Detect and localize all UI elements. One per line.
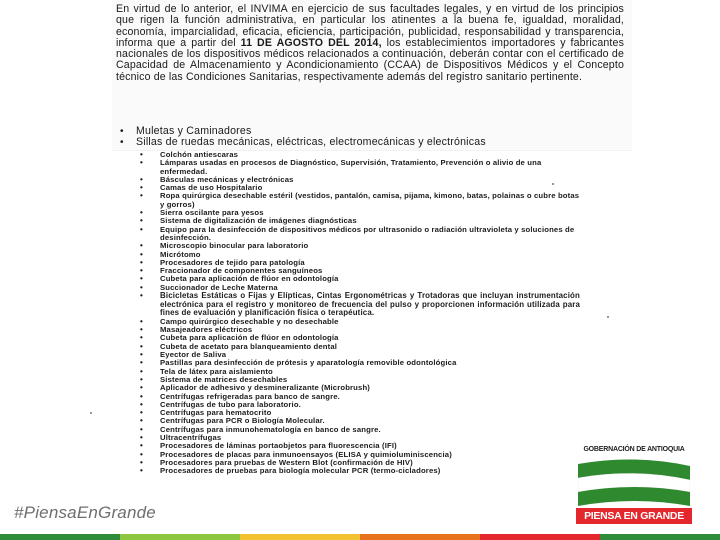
scanned-document <box>112 0 632 476</box>
scan-speck <box>552 183 554 185</box>
list-item: • Masajeadores eléctricos <box>138 326 580 334</box>
scan-speck <box>607 316 609 318</box>
list-item: • Procesadores de láminas portaobjetos para fluorescencia (IFI) <box>138 442 580 450</box>
list-item: • Centrífugas para PCR o Biología Molecular. <box>138 417 580 425</box>
gobernacion-logo <box>574 446 694 526</box>
list-item: • Centrífugas refrigeradas para banco de sangre. <box>138 393 580 401</box>
list-item: • Aplicador de adhesivo y desmineralizante (Microbrush) <box>138 384 580 392</box>
list-item: • Camas de uso Hospitalario <box>138 184 580 192</box>
color-stripe-bar <box>0 534 720 540</box>
list-item: • Fraccionador de componentes sanguíneos <box>138 267 580 275</box>
list-item: • Pastillas para desinfección de prótesis y aparatología removible odontológica <box>138 359 580 367</box>
scan-speck <box>90 412 92 414</box>
list-item: • Bicicletas Estáticas o Fijas y Elípticas, Cintas Ergonométricas y Trotadoras que incluyan instrumentación electrónica para el registro y monitoreo de frecuencia del pulso y proporcionen información utilizada para fines de evaluación y planificación física o terapéutica. <box>138 292 580 318</box>
list-item: • Colchón antiescaras <box>138 151 580 159</box>
intro-text-part-1: En virtud de lo anterior, el INVIMA en ejercicio de sus facultades legales, y en virtud de los principios que rigen la función administrativa, en particular los atinentes a la buena fe, igualdad, moralidad, economía, imparcialidad, eficacia, eficiencia, participación, publicidad, responsabilidad y transparencia, informa que a partir del <box>116 3 624 49</box>
hashtag-text: #PiensaEnGrande <box>14 503 156 522</box>
list-item: • Sistema de digitalización de imágenes diagnósticas <box>138 217 580 225</box>
list-item: • Succionador de Leche Materna <box>138 284 580 292</box>
list-item: • Procesadores de placas para inmunoensayos (ELISA y quimioluminiscencia) <box>138 451 580 459</box>
list-item: • Ropa quirúrgica desechable estéril (vestidos, pantalón, camisa, pijama, kimono, batas, polainas o cubre botas y gorros) <box>138 192 580 209</box>
color-stripe-segment <box>120 534 240 540</box>
color-stripe-segment <box>360 534 480 540</box>
list-item: • Microscopio binocular para laboratorio <box>138 242 580 250</box>
list-item: • Equipo para la desinfección de dispositivos médicos por ultrasonido o radiación ultravioleta y soluciones de desinfección. <box>138 226 580 243</box>
color-stripe-segment <box>480 534 600 540</box>
logo-title: GOBERNACIÓN DE ANTIOQUIA <box>583 446 685 453</box>
color-stripe-segment <box>600 534 720 540</box>
list-item: • Campo quirúrgico desechable y no desechable <box>138 318 580 326</box>
list-item: • Sierra oscilante para yesos <box>138 209 580 217</box>
list-item: • Procesadores de tejido para patología <box>138 259 580 267</box>
list-item: • Ultracentrífugas <box>138 434 580 442</box>
list-item: • Lámparas usadas en procesos de Diagnóstico, Supervisión, Tratamiento, Prevención o alivio de una enfermedad. <box>138 159 580 176</box>
top-device-list <box>120 126 620 148</box>
color-stripe-segment <box>240 534 360 540</box>
list-item: • Básculas mecánicas y electrónicas <box>138 176 580 184</box>
device-list <box>138 151 580 475</box>
flag-icon <box>578 458 690 506</box>
list-item: • Procesadores de pruebas para biología molecular PCR (termo-cicladores) <box>138 467 580 475</box>
list-item: • Procesadores para pruebas de Western Blot (confirmación de HIV) <box>138 459 580 467</box>
list-item: • Tela de látex para aislamiento <box>138 368 580 376</box>
list-item: • Centrífugas de tubo para laboratorio. <box>138 401 580 409</box>
list-item: • Cubeta para aplicación de flúor en odontología <box>138 334 580 342</box>
list-item: • Cubeta para aplicación de flúor en odontología <box>138 275 580 283</box>
intro-date: 11 DE AGOSTO DEL 2014, <box>240 36 382 49</box>
list-item: • Eyector de Saliva <box>138 351 580 359</box>
list-item: • Sillas de ruedas mecánicas, eléctricas, electromecánicas y electrónicas <box>120 137 620 148</box>
piensa-en-grande-badge: PIENSA EN GRANDE <box>576 508 692 524</box>
intro-text-part-2: los establecimientos importadores y fabricantes nacionales de los dispositivos médicos relacionados a continuación, deberán contar con el certificado de Capacidad de Almacenamiento y Acondicionamiento (CCAA) de Dispositivos Médicos y el Concepto técnico de las Condiciones Sanitarias, respectivamente además del registro sanitario pertinente. <box>116 36 625 83</box>
color-stripe-segment <box>0 534 120 540</box>
list-item: • Centrífugas para hematocrito <box>138 409 580 417</box>
intro-paragraph <box>116 4 624 83</box>
list-item: • Muletas y Caminadores <box>120 126 620 137</box>
list-item: • Centrífugas para inmunohematología en banco de sangre. <box>138 426 580 434</box>
list-item: • Micrótomo <box>138 251 580 259</box>
list-item: • Sistema de matrices desechables <box>138 376 580 384</box>
list-item: • Cubeta de acetato para blanqueamiento dental <box>138 343 580 351</box>
